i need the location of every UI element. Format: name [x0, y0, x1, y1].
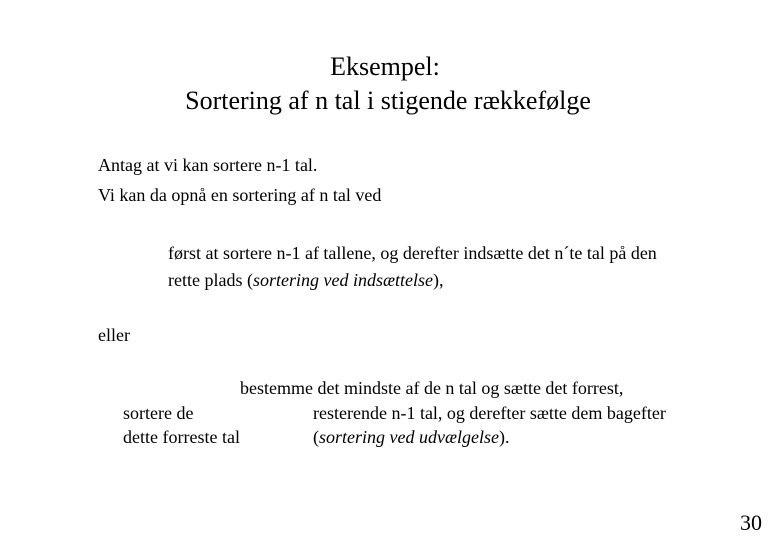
- intro-line-2: Vi kan da opnå en sortering af n tal ved: [98, 185, 382, 205]
- or-text: eller: [98, 325, 130, 345]
- title-line-2: Sortering af n tal i stigende rækkefølge: [185, 86, 591, 115]
- option2-left-1: sortere de: [123, 403, 194, 423]
- option2-left-2: dette forreste tal: [123, 427, 240, 447]
- page-number: 30: [740, 510, 762, 535]
- option2-line-1: bestemme det mindste af de n tal og sætte det forrest,: [240, 378, 624, 398]
- option1-line-2: rette plads (sortering ved indsættelse),: [168, 270, 444, 290]
- option1-line-1: først at sortere n-1 af tallene, og derefter indsætte det n´te tal på den: [168, 243, 657, 263]
- option2-right-1: resterende n-1 tal, og derefter sætte dem bagefter: [313, 403, 666, 423]
- option2-right-2: (sortering ved udvælgelse).: [313, 427, 510, 447]
- intro-line-1: Antag at vi kan sortere n-1 tal.: [98, 155, 318, 175]
- title-line-1: Eksempel:: [330, 52, 440, 81]
